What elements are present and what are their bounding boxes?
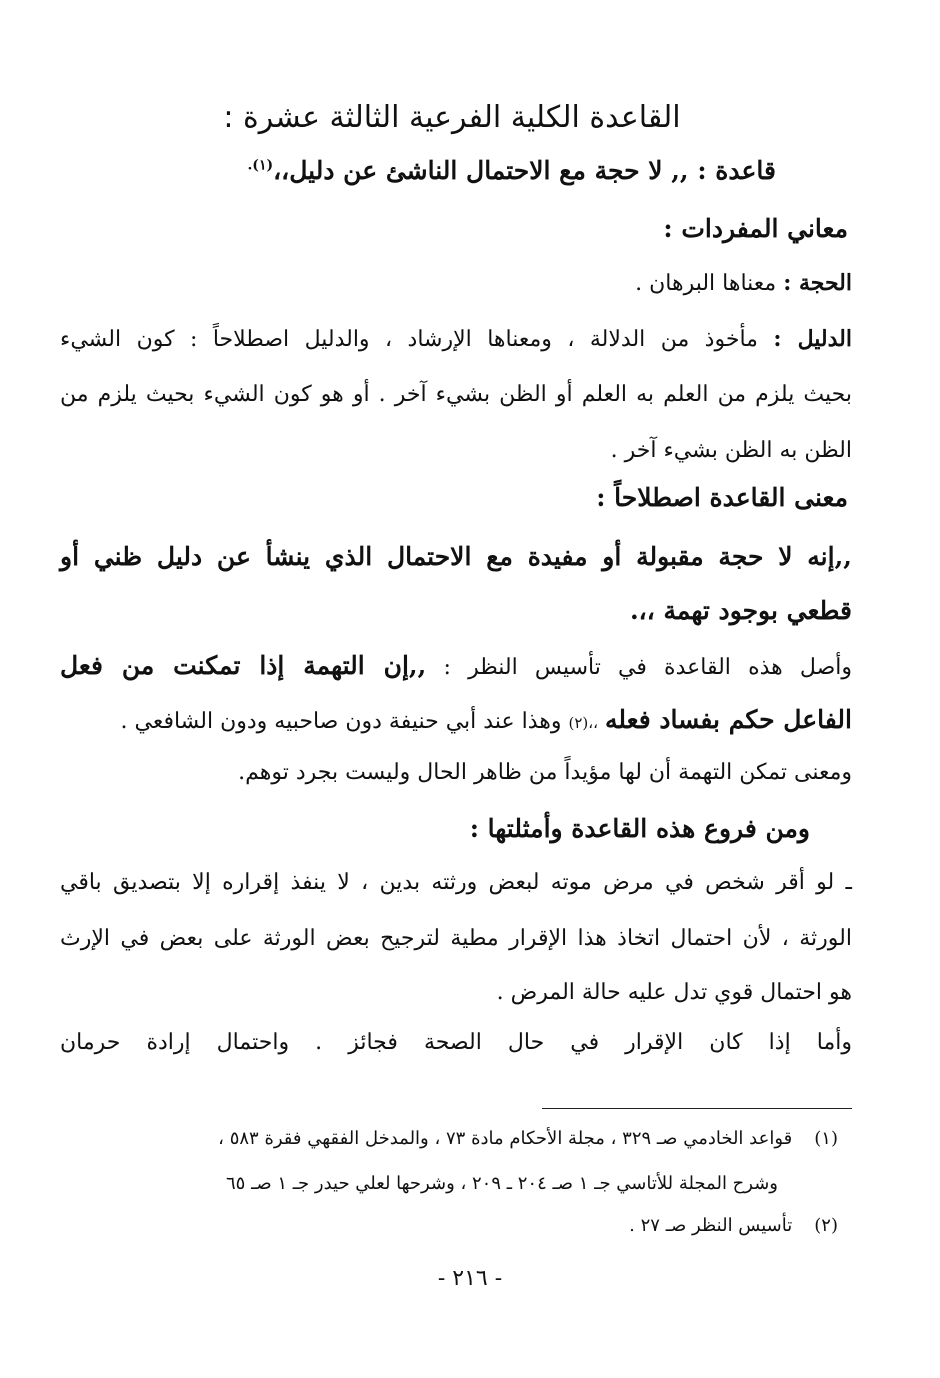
hujja-term: الحجة : [783, 270, 852, 296]
page-number: - ٢١٦ - [437, 1266, 503, 1291]
section-title: القاعدة الكلية الفرعية الثالثة عشرة : [223, 100, 681, 135]
origin-plain-2: وهذا عند أبي حنيفة دون صاحبيه ودون الشافعي . [120, 709, 562, 734]
example-line-4: وأما إذا كان الإقرار في حال الصحة فجائز . واحتمال إرادة حرمان [60, 1030, 852, 1055]
meaning-line-2: قطعي بوجود تهمة ،،. [629, 596, 852, 625]
dalil-term: الدليل : [773, 326, 852, 352]
footnote-separator [542, 1108, 852, 1109]
hujja-definition [60, 270, 852, 297]
origin-bold-2: الفاعل حكم بفساد فعله [604, 705, 852, 734]
vocab-heading: معاني المفردات : [663, 214, 848, 243]
dalil-line-3: الظن به الظن بشيء آخر . [610, 438, 852, 463]
origin-bold-1: ,,إن التهمة إذا تمكنت من فعل [60, 651, 427, 680]
origin-line-1 [60, 651, 852, 681]
footnote-1-line-1 [218, 1128, 838, 1149]
rule-statement [140, 156, 776, 186]
origin-line-3: ومعنى تمكن التهمة أن لها مؤيداً من ظاهر الحال وليست بجرد توهم. [238, 760, 852, 785]
hujja-def: معناها البرهان . [635, 271, 777, 296]
origin-line-2 [60, 705, 852, 735]
meaning-heading: معنى القاعدة اصطلاحاً : [596, 483, 848, 512]
footnote-2-text: تأسيس النظر صـ ٢٧ . [629, 1215, 793, 1236]
origin-footnote-ref: ،،(٢) [568, 714, 598, 732]
rule-prefix: قاعدة : [697, 156, 776, 185]
dalil-def-1: مأخوذ من الدلالة ، ومعناها الإرشاد ، والدليل اصطلاحاً : كون الشيء [60, 327, 758, 352]
example-line-2: الورثة ، لأن احتمال اتخاذ هذا الإقرار مطية لترجيح بعض الورثة على بعض في الإرث [60, 926, 852, 951]
dalil-line-1 [60, 326, 852, 353]
example-line-1: ـ لو أقر شخص في مرض موته لبعض ورثته بدين ، لا ينفذ إقراره إلا بتصديق باقي [60, 870, 852, 895]
footnote-2-line-1 [629, 1215, 838, 1236]
footnote-1-line-2: وشرح المجلة للأتاسي جـ ١ صـ ٢٠٤ ـ ٢٠٩ ، وشرحها لعلي حيدر جـ ١ صـ ٦٥ [226, 1173, 778, 1194]
footnote-1-number: (١) [814, 1128, 838, 1149]
footnote-1-text: قواعد الخادمي صـ ٣٢٩ ، مجلة الأحكام مادة ٧٣ ، والمدخل الفقهي فقرة ٥٨٣ ، [218, 1128, 793, 1149]
footnote-2-number: (٢) [814, 1215, 838, 1236]
dalil-line-2: بحيث يلزم من العلم به العلم أو الظن بشيء آخر . أو هو كون الشيء بحيث يلزم من [60, 382, 852, 407]
origin-plain-1: وأصل هذه القاعدة في تأسيس النظر : [443, 655, 853, 680]
rule-text: ,, لا حجة مع الاحتمال الناشئ عن دليل،، [273, 156, 689, 185]
rule-footnote-ref: (١). [247, 157, 274, 174]
meaning-line-1: ,,إنه لا حجة مقبولة أو مفيدة مع الاحتمال الذي ينشأ عن دليل ظني أو [60, 542, 852, 571]
examples-heading: ومن فروع هذه القاعدة وأمثلتها : [469, 814, 810, 843]
example-line-3: هو احتمال قوي تدل عليه حالة المرض . [496, 980, 852, 1005]
